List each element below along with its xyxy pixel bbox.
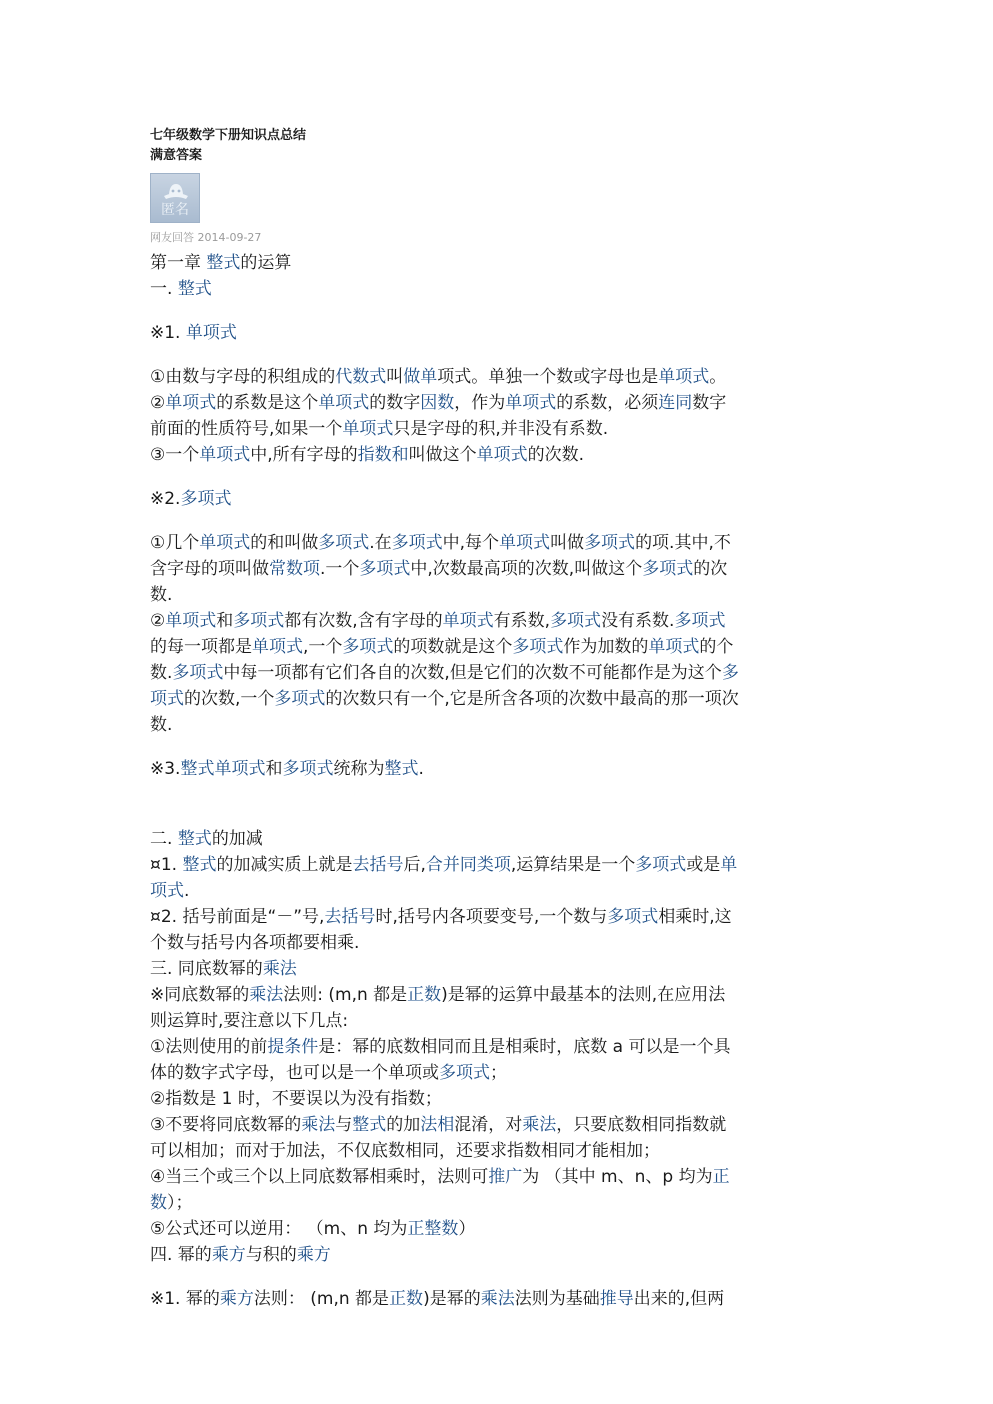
term-link[interactable]: 多项式 (550, 611, 602, 631)
text-line (150, 1060, 845, 1086)
text-segment: 三. 同底数幂的 (150, 959, 263, 979)
term-link[interactable]: 多项式 (318, 533, 370, 553)
term-link[interactable]: 多项式 (584, 533, 636, 553)
text-line (150, 1112, 845, 1138)
text-segment: 数. (150, 585, 173, 605)
text-line (150, 1164, 845, 1190)
term-link[interactable]: 多项式 (172, 663, 224, 683)
text-segment: ② (150, 611, 166, 631)
text-line (150, 556, 845, 582)
term-link[interactable]: 单项式 (185, 323, 237, 343)
term-link[interactable]: 合并同类项 (425, 855, 511, 875)
term-link[interactable]: 乘法 (262, 959, 297, 979)
text-segment: 中,每个 (442, 533, 500, 553)
text-segment: ※1. (150, 323, 186, 343)
term-link[interactable]: 单项式 (199, 533, 251, 553)
term-link[interactable]: 单项式 (442, 611, 494, 631)
text-segment: ※1. 幂的 (150, 1289, 220, 1309)
text-segment: .在 (369, 533, 392, 553)
text-line (150, 1242, 845, 1268)
text-segment: 和 (265, 759, 283, 779)
term-link[interactable]: 多项式 (674, 611, 726, 631)
text-line (150, 390, 845, 416)
term-link[interactable]: 整式 (384, 759, 419, 779)
text-line (150, 1190, 845, 1216)
term-link[interactable]: 多项式 (274, 689, 326, 709)
text-segment: ※3. (150, 759, 181, 779)
term-link[interactable]: 乘法 (301, 1115, 336, 1135)
term-link[interactable]: 多项式 (391, 533, 443, 553)
text-segment: 为 （其中 m、n、p 均为 (522, 1167, 713, 1187)
text-line (150, 320, 845, 346)
term-link[interactable]: 项式 (150, 689, 184, 709)
paragraph-gap (150, 512, 845, 530)
text-segment: 的项.其中,不 (635, 533, 731, 553)
text-segment: 时,括号内各项要变号,一个数与 (375, 907, 608, 927)
term-link[interactable]: 正 (712, 1167, 730, 1187)
text-segment: 叫 (386, 367, 404, 387)
text-segment: 一. (150, 279, 178, 299)
text-segment: ④当三个或三个以上同底数幂相乘时，法则可 (150, 1167, 489, 1187)
text-segment: 的系数是这个 (216, 393, 319, 413)
text-line (150, 530, 845, 556)
text-segment: 项式。单独一个数或字母也是 (437, 367, 659, 387)
text-line (150, 756, 845, 782)
term-link[interactable]: 单项式 (214, 759, 266, 779)
term-link[interactable]: 单项式 (499, 533, 551, 553)
text-line (150, 878, 845, 904)
text-segment: 的个 (699, 637, 734, 657)
term-link[interactable]: 多项式 (282, 759, 334, 779)
text-segment: 前面的性质符号,如果一个 (150, 419, 343, 439)
text-segment: ※同底数幂的 (150, 985, 250, 1005)
text-segment: 与 (335, 1115, 353, 1135)
text-segment: 是：幂的底数相同而且是相乘时，底数 a 可以是一个具 (318, 1037, 731, 1057)
term-link[interactable]: 乘法 (249, 985, 284, 1005)
text-line (150, 982, 845, 1008)
term-link[interactable]: 代数式 (335, 367, 387, 387)
text-segment: 混淆，对 (454, 1115, 523, 1135)
question-header (150, 126, 306, 166)
text-segment: 二. (150, 829, 178, 849)
term-link[interactable]: 整式 (177, 279, 212, 299)
term-link[interactable]: 乘方 (211, 1245, 246, 1265)
avatar[interactable] (150, 173, 200, 223)
term-link[interactable]: 单项式 (252, 637, 303, 657)
term-link[interactable]: 单项式 (342, 419, 394, 439)
text-line (150, 1034, 845, 1060)
text-segment: 叫做 (550, 533, 585, 553)
term-link[interactable]: 推导 (599, 1289, 634, 1309)
text-segment: ,一个 (303, 637, 343, 657)
text-line (150, 1138, 845, 1164)
term-link[interactable]: 多项式 (342, 637, 394, 657)
text-segment: 的运算 (240, 253, 292, 273)
term-link[interactable]: 去括号 (352, 855, 404, 875)
text-segment: 的每一项都是 (150, 637, 252, 657)
text-segment: 的次数. (527, 445, 585, 465)
text-segment: 中每一项都有它们各自的次数,但是它们的次数不可能都作是为这个 (223, 663, 722, 683)
text-segment: 的数字 (369, 393, 421, 413)
text-segment: 的和叫做 (250, 533, 319, 553)
text-line (150, 904, 845, 930)
text-line (150, 1286, 845, 1312)
text-segment: 数字 (692, 393, 727, 413)
text-segment: ①几个 (150, 533, 200, 553)
term-link[interactable]: 单项式 (658, 367, 710, 387)
text-line (150, 442, 845, 468)
text-line (150, 852, 845, 878)
text-segment: 则运算时,要注意以下几点: (150, 1011, 349, 1031)
paragraph-gap (150, 346, 845, 364)
text-segment: . (418, 759, 424, 779)
paragraph-gap (150, 738, 845, 756)
text-line (150, 276, 845, 302)
text-line (150, 686, 845, 712)
term-link[interactable]: 常数项 (269, 559, 320, 579)
term-link[interactable]: 乘方 (296, 1245, 331, 1265)
avatar-label: 匿名 (161, 202, 189, 218)
text-segment: ，只要底数相同指数就 (556, 1115, 727, 1135)
text-segment: ①法则使用的前 (150, 1037, 268, 1057)
text-segment: ，作为 (454, 393, 506, 413)
term-link[interactable]: 因数 (420, 393, 455, 413)
text-line (150, 486, 845, 512)
text-segment: ）； (167, 1193, 193, 1213)
text-segment: 的项数就是这个 (393, 637, 513, 657)
term-link[interactable]: 整式 (182, 855, 217, 875)
text-segment: 数. (150, 715, 173, 735)
text-segment: .一个 (320, 559, 360, 579)
term-link[interactable]: 去括号 (324, 907, 376, 927)
term-link[interactable]: 连同 (658, 393, 693, 413)
paragraph-gap (150, 782, 845, 826)
term-link[interactable]: 单 (720, 855, 738, 875)
term-link[interactable]: 多项式 (607, 907, 659, 927)
text-segment: 的系数，必须 (556, 393, 659, 413)
text-segment: 个数与括号内各项都要相乘. (150, 933, 360, 953)
text-segment: 都有次数,含有字母的 (284, 611, 443, 631)
text-segment: 只是字母的积,并非没有系数. (393, 419, 609, 439)
term-link[interactable]: 多项式 (635, 855, 687, 875)
term-link[interactable]: 乘法 (480, 1289, 515, 1309)
text-line (150, 1086, 845, 1112)
text-segment: ①由数与字母的积组成的 (150, 367, 336, 387)
text-segment: 。 (709, 367, 727, 387)
text-segment: ； (490, 1063, 507, 1083)
text-segment: ¤2. 括号前面是“－”号, (150, 907, 325, 927)
text-segment: 的次 (693, 559, 728, 579)
text-line (150, 826, 845, 852)
term-link[interactable]: 法相 (420, 1115, 455, 1135)
text-segment: ②指数是 1 时，不要误以为没有指数； (150, 1089, 442, 1109)
term-link[interactable]: 整式 (352, 1115, 387, 1135)
text-segment: ② (150, 393, 166, 413)
text-segment: 有系数, (493, 611, 551, 631)
term-link[interactable]: 单项式 (318, 393, 370, 413)
text-segment: )是幂的 (423, 1289, 481, 1309)
text-segment: 统称为 (333, 759, 385, 779)
term-link[interactable]: 整式 (180, 759, 215, 779)
text-segment: ※2. (150, 489, 181, 509)
text-line (150, 416, 845, 442)
term-link[interactable]: 单项式 (648, 637, 700, 657)
text-segment: 与积的 (245, 1245, 297, 1265)
question-title: 七年级数学下册知识点总结 (150, 128, 307, 143)
text-segment: 中,次数最高项的次数,叫做这个 (410, 559, 643, 579)
text-line (150, 250, 845, 276)
text-segment: 四. 幂的 (150, 1245, 212, 1265)
text-line (150, 634, 845, 660)
text-segment: ,运算结果是一个 (510, 855, 636, 875)
text-segment: 可以相加；而对于加法，不仅底数相同，还要求指数相同才能相加； (150, 1141, 660, 1161)
text-segment: 的加减 (211, 829, 263, 849)
text-segment: 法则为基础 (514, 1289, 600, 1309)
text-segment: 法则: (m,n 都是 (283, 985, 408, 1005)
answer-meta: 网友回答 2014-09-27 (150, 231, 262, 244)
text-segment: 叫做这个 (408, 445, 477, 465)
text-segment: )是幂的运算中最基本的法则,在应用法 (441, 985, 726, 1005)
answer-content (150, 250, 845, 1312)
text-line (150, 660, 845, 686)
text-segment: . (184, 881, 190, 901)
term-link[interactable]: 整式 (206, 253, 241, 273)
text-segment: 的次数,一个 (184, 689, 275, 709)
text-line (150, 956, 845, 982)
paragraph-gap (150, 468, 845, 486)
text-line (150, 1008, 845, 1034)
text-segment: 后, (403, 855, 426, 875)
term-link[interactable]: 单项式 (476, 445, 528, 465)
text-segment: 或是 (686, 855, 721, 875)
text-segment: 和 (216, 611, 234, 631)
text-segment: 的次数只有一个,它是所含各项的次数中最高的那一项次 (325, 689, 739, 709)
term-link[interactable]: 多项式 (642, 559, 694, 579)
term-link[interactable]: 多项式 (180, 489, 232, 509)
text-line (150, 582, 845, 608)
text-segment: ③不要将同底数幂的 (150, 1115, 302, 1135)
term-link[interactable]: 数 (150, 1193, 167, 1213)
term-link[interactable]: 指数和 (357, 445, 409, 465)
text-segment: 第一章 (150, 253, 207, 273)
term-link[interactable]: 正数 (407, 985, 442, 1005)
term-link[interactable]: 做单 (403, 367, 438, 387)
term-link[interactable]: 整式 (177, 829, 212, 849)
text-segment: 含字母的项叫做 (150, 559, 269, 579)
text-segment: 中,所有字母的 (250, 445, 358, 465)
term-link[interactable]: 推广 (488, 1167, 523, 1187)
text-segment: 数. (150, 663, 173, 683)
term-link[interactable]: 单项式 (505, 393, 557, 413)
term-link[interactable]: 单项式 (165, 393, 217, 413)
text-segment: 作为加数的 (563, 637, 649, 657)
term-link[interactable]: 乘法 (522, 1115, 557, 1135)
term-link[interactable]: 正数 (389, 1289, 424, 1309)
text-segment: ③一个 (150, 445, 200, 465)
text-segment: ¤1. (150, 855, 183, 875)
term-link[interactable]: 提条件 (267, 1037, 319, 1057)
term-link[interactable]: 单项式 (199, 445, 251, 465)
text-segment: 体的数字式字母，也可以是一个单项或 (150, 1063, 439, 1083)
text-line (150, 930, 845, 956)
paragraph-gap (150, 302, 845, 320)
paragraph-gap (150, 1268, 845, 1286)
term-link[interactable]: 多项式 (512, 637, 564, 657)
term-link[interactable]: 正整数 (407, 1219, 459, 1239)
term-link[interactable]: 单项式 (165, 611, 217, 631)
text-line (150, 1216, 845, 1242)
text-line (150, 712, 845, 738)
term-link[interactable]: 多项式 (233, 611, 285, 631)
term-link[interactable]: 项式 (150, 881, 184, 901)
text-segment: 出来的,但两 (633, 1289, 725, 1309)
text-segment: ⑤公式还可以逆用： （m、n 均为 (150, 1219, 408, 1239)
term-link[interactable]: 乘方 (219, 1289, 254, 1309)
term-link[interactable]: 多项式 (359, 559, 411, 579)
text-segment: ） (458, 1219, 476, 1239)
text-line (150, 608, 845, 634)
text-segment: 的加 (386, 1115, 421, 1135)
text-segment: 法则： (m,n 都是 (253, 1289, 390, 1309)
text-segment: 的加减实质上就是 (216, 855, 353, 875)
text-segment: 没有系数. (601, 611, 675, 631)
answer-label: 满意答案 (150, 148, 203, 163)
text-line (150, 364, 845, 390)
term-link[interactable]: 多项式 (439, 1063, 490, 1083)
text-segment: 相乘时,这 (658, 907, 732, 927)
term-link[interactable]: 多 (721, 663, 739, 683)
